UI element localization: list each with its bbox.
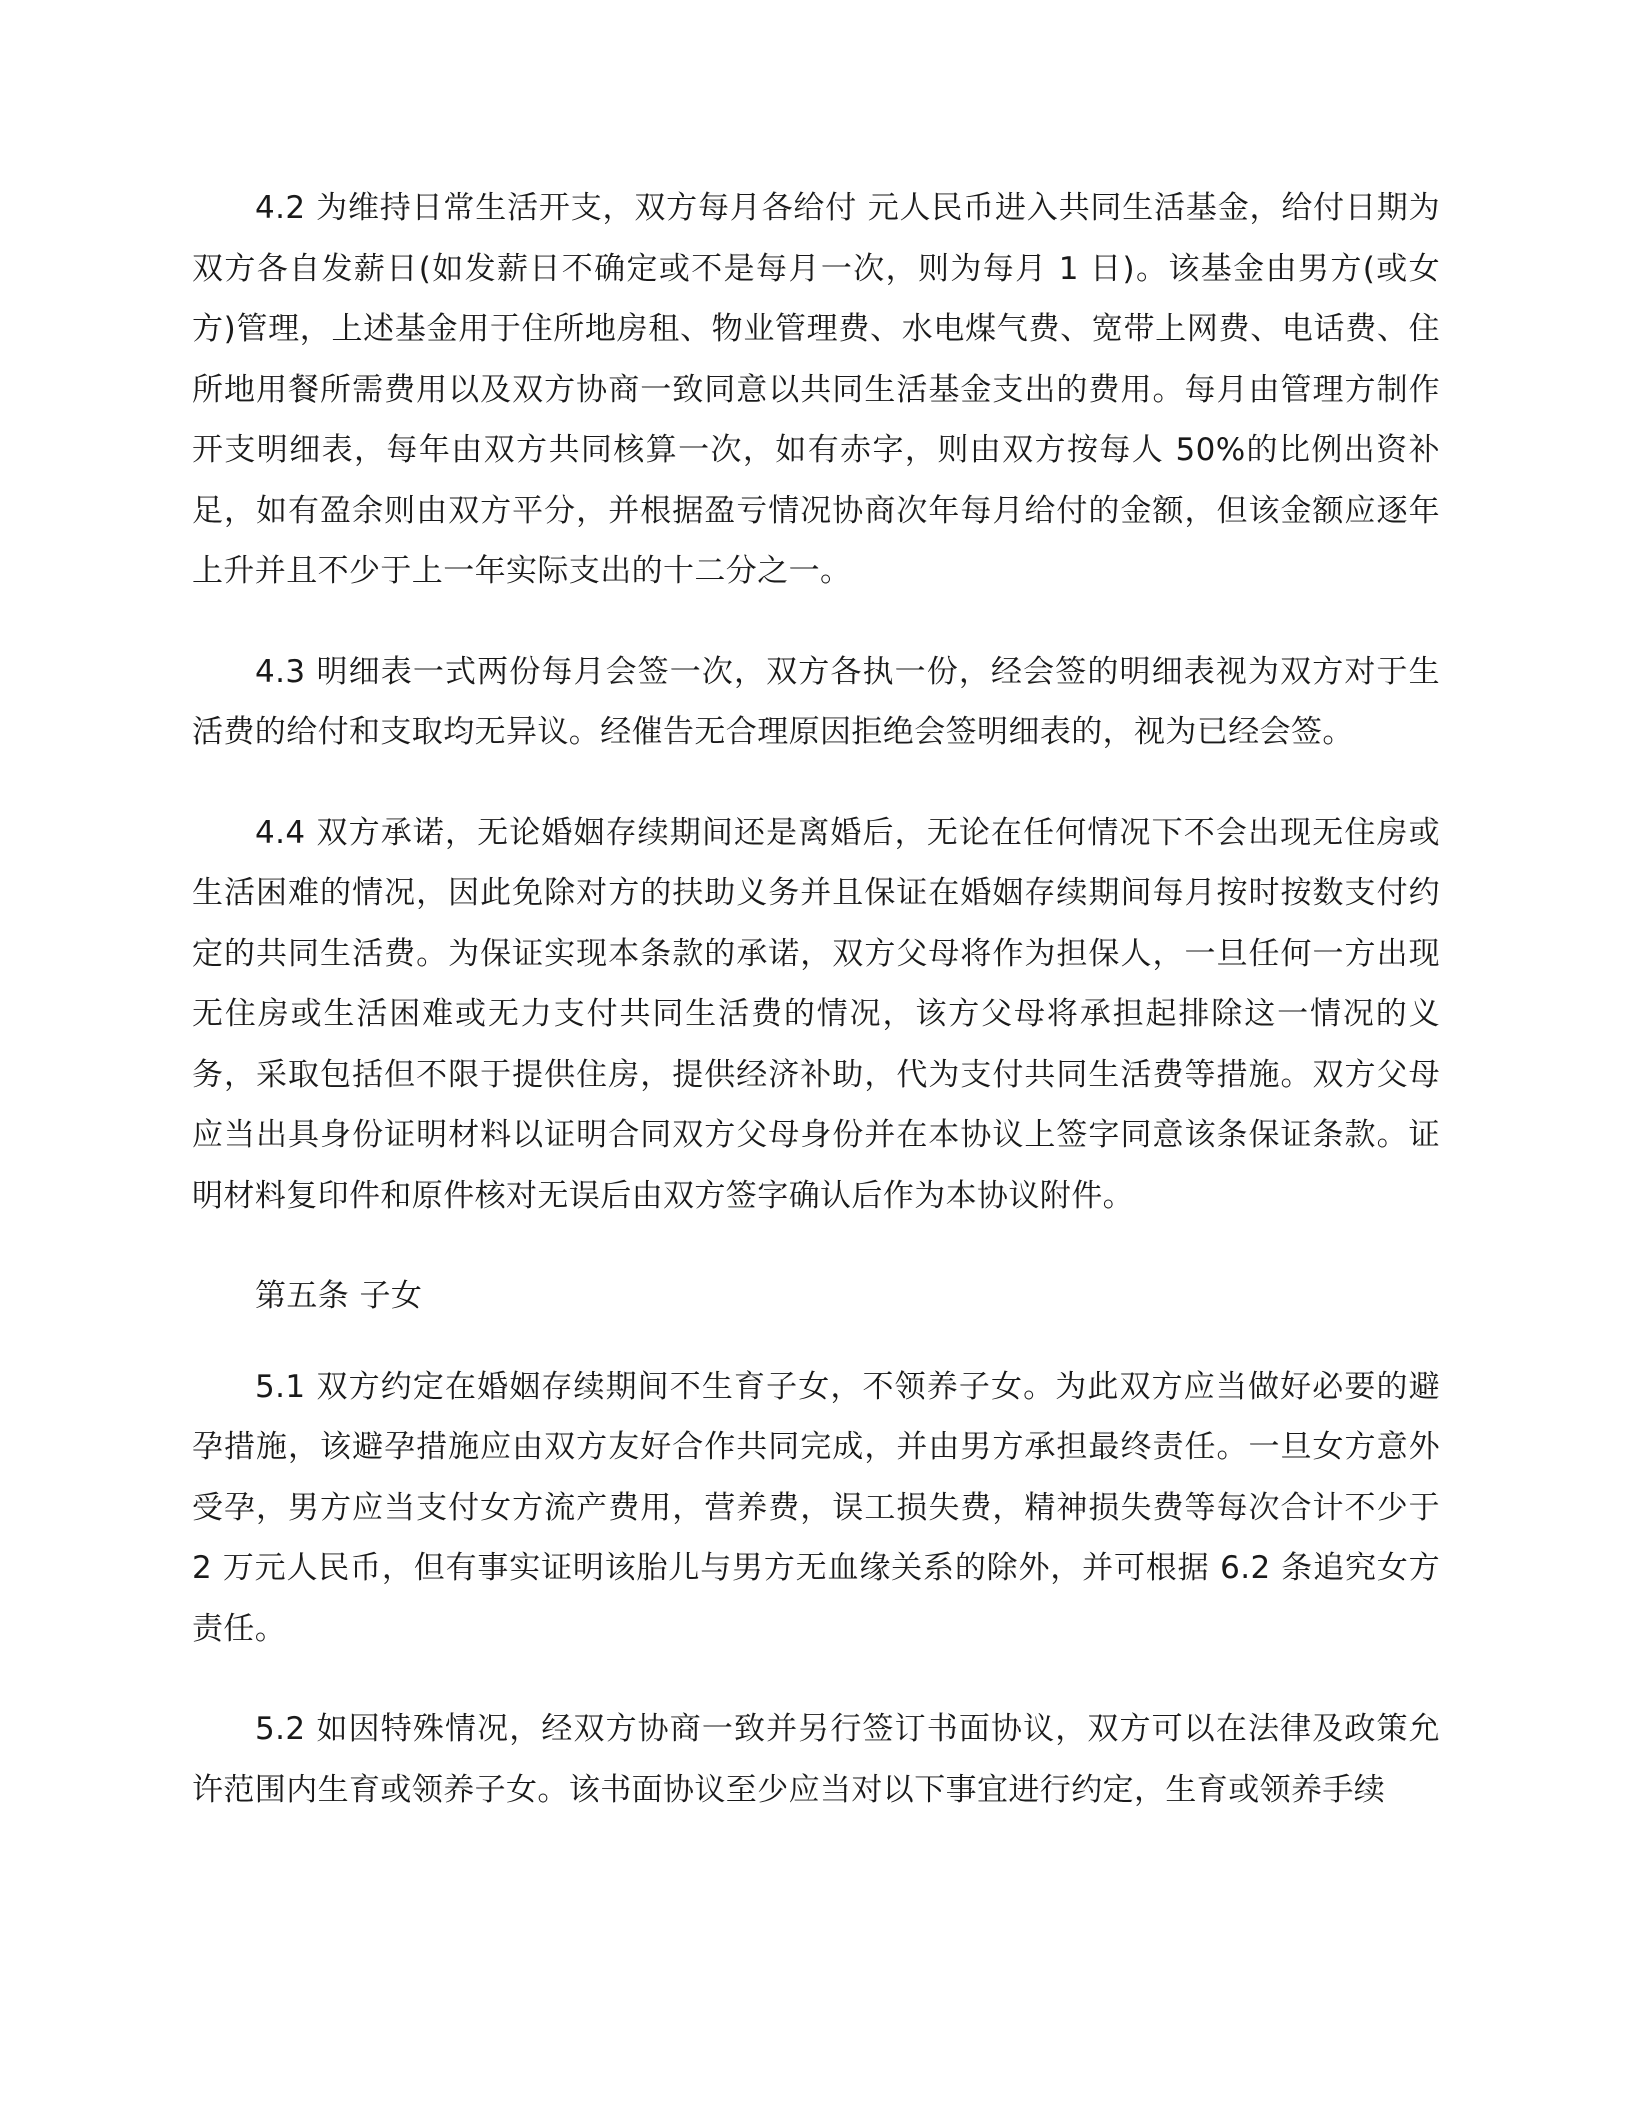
clause-5-1: 5.1 双方约定在婚姻存续期间不生育子女，不领养子女。为此双方应当做好必要的避孕措施，该避孕措施应由双方友好合作共同完成，并由男方承担最终责任。一旦女方意外受孕，男方应当支付女方流产费用，营养费，误工损失费，精神损失费等每次合计不少于 2 万元人民币，但有事实证明该胎儿与男方无血缘关系的除外，并可根据 6.2 条追究女方责任。 xyxy=(192,1368,1441,1647)
clause-4-4: 4.4 双方承诺，无论婚姻存续期间还是离婚后，无论在任何情况下不会出现无住房或生活困难的情况，因此免除对方的扶助义务并且保证在婚姻存续期间每月按时按数支付约定的共同生活费。为保证实现本条款的承诺，双方父母将作为担保人，一旦任何一方出现无住房或生活困难或无力支付共同生活费的情况，该方父母将承担起排除这一情况的义务，采取包括但不限于提供住房，提供经济补助，代为支付共同生活费等措施。双方父母应当出具身份证明材料以证明合同双方父母身份并在本协议上签字同意该条保证条款。证明材料复印件和原件核对无误后由双方签字确认后作为本协议附件。 xyxy=(192,814,1440,1214)
clause-4-3: 4.3 明细表一式两份每月会签一次，双方各执一份，经会签的明细表视为双方对于生活费的给付和支取均无异议。经催告无合理原因拒绝会签明细表的，视为已经会签。 xyxy=(192,653,1440,750)
clause-5-2: 5.2 如因特殊情况，经双方协商一致并另行签订书面协议，双方可以在法律及政策允许范围内生育或领养子女。该书面协议至少应当对以下事宜进行约定，生育或领养手续 xyxy=(192,1711,1440,1808)
document-page xyxy=(192,178,1440,1860)
clause-4-2: 4.2 为维持日常生活开支，双方每月各给付 元人民币进入共同生活基金，给付日期为双方各自发薪日(如发薪日不确定或不是每月一次，则为每月 1 日)。该基金由男方(或女方)管理，上述基金用于住所地房租、物业管理费、水电煤气费、宽带上网费、电话费、住所地用餐所需费用以及双方协商一致同意以共同生活基金支出的费用。每月由管理方制作开支明细表，每年由双方共同核算一次，如有赤字，则由双方按每人 50%的比例出资补足，如有盈余则由双方平分，并根据盈亏情况协商次年每月给付的金额，但该金额应逐年上升并且不少于上一年实际支出的十二分之一。 xyxy=(192,190,1440,589)
article-5-heading: 第五条 子女 xyxy=(255,1278,423,1314)
